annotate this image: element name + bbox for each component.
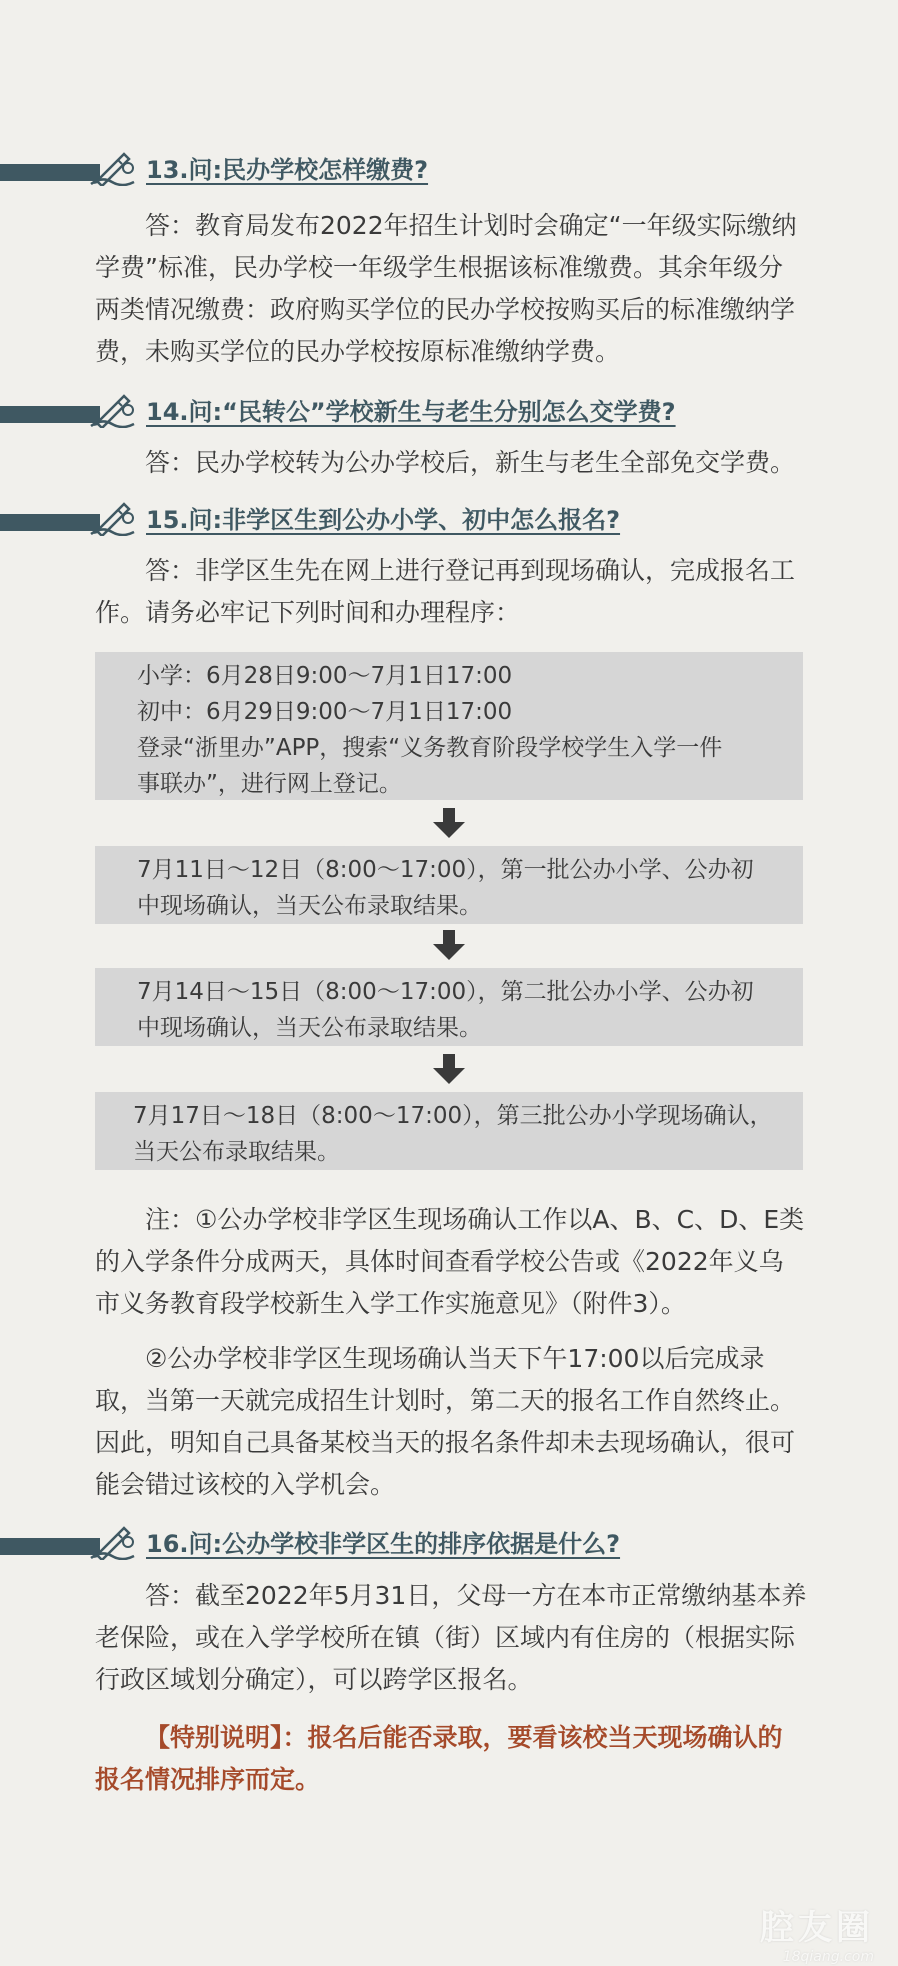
note-paragraph-2: ②公办学校非学区生现场确认当天下午17:00以后完成录取，当第一天就完成招生计划时，第二天的报名工作自然终止。因此，明知自己具备某校当天的报名条件却未去现场确认，很可能会错过该校的入学机会。 bbox=[95, 1344, 796, 1499]
question-title: 15.问:非学区生到公办小学、初中怎么报名? bbox=[146, 506, 621, 534]
step-box-4 bbox=[95, 1092, 803, 1170]
step-box-1 bbox=[95, 652, 803, 800]
question-15-heading bbox=[0, 496, 898, 540]
watermark-url: 18qiang.com bbox=[782, 1949, 874, 1965]
answer-paragraph: 答：非学区生先在网上进行登记再到现场确认，完成报名工作。请务必牢记下列时间和办理程序： bbox=[95, 556, 796, 627]
question-16-heading bbox=[0, 1520, 898, 1564]
question-title: 14.问:“民转公”学校新生与老生分别怎么交学费? bbox=[146, 398, 676, 426]
arrow-down-icon bbox=[432, 1054, 466, 1084]
answer-paragraph: 答：民办学校转为公办学校后，新生与老生全部免交学费。 bbox=[145, 448, 796, 477]
pen-writing-icon bbox=[88, 388, 136, 428]
answer-paragraph: 答：截至2022年5月31日，父母一方在本市正常缴纳基本养老保险，或在入学学校所在镇（街）区域内有住房的（根据实际行政区域划分确定），可以跨学区报名。 bbox=[95, 1581, 807, 1694]
step-line: 登录“浙里办”APP，搜索“义务教育阶段学校学生入学一件 bbox=[137, 735, 723, 761]
heading-bar bbox=[0, 1538, 100, 1555]
step-line: 中现场确认，当天公布录取结果。 bbox=[137, 893, 482, 919]
step-line: 当天公布录取结果。 bbox=[133, 1139, 340, 1165]
step-line: 中现场确认，当天公布录取结果。 bbox=[137, 1015, 482, 1041]
question-title: 13.问:民办学校怎样缴费? bbox=[146, 156, 429, 184]
question-14-heading bbox=[0, 388, 898, 432]
answer-paragraph: 答：教育局发布2022年招生计划时会确定“一年级实际缴纳学费”标准，民办学校一年级学生根据该标准缴费。其余年级分两类情况缴费：政府购买学位的民办学校按购买后的标准缴纳学费，未购买学位的民办学校按原标准缴纳学费。 bbox=[95, 211, 797, 366]
pen-writing-icon bbox=[88, 1520, 136, 1560]
step-box-2 bbox=[95, 846, 803, 924]
step-line: 7月17日～18日（8:00～17:00），第三批公办小学现场确认， bbox=[133, 1103, 773, 1129]
watermark-logo: 腔友圈 bbox=[760, 1908, 874, 1948]
special-note: 【特别说明】：报名后能否录取，要看该校当天现场确认的报名情况排序而定。 bbox=[95, 1723, 783, 1794]
step-line: 7月14日～15日（8:00～17:00），第二批公办小学、公办初 bbox=[137, 979, 754, 1005]
step-box-3 bbox=[95, 968, 803, 1046]
step-line: 初中：6月29日9:00～7月1日17:00 bbox=[137, 699, 513, 725]
heading-bar bbox=[0, 164, 100, 181]
pen-writing-icon bbox=[88, 146, 136, 186]
heading-bar bbox=[0, 514, 100, 531]
arrow-down-icon bbox=[432, 808, 466, 838]
watermark bbox=[760, 1900, 874, 1965]
step-line: 7月11日～12日（8:00～17:00），第一批公办小学、公办初 bbox=[137, 857, 754, 883]
step-line: 事联办”，进行网上登记。 bbox=[137, 771, 402, 797]
question-title: 16.问:公办学校非学区生的排序依据是什么? bbox=[146, 1530, 621, 1558]
heading-bar bbox=[0, 406, 100, 423]
question-13-heading bbox=[0, 146, 898, 190]
arrow-down-icon bbox=[432, 930, 466, 960]
note-paragraph-1: 注：①公办学校非学区生现场确认工作以A、B、C、D、E类的入学条件分成两天，具体时间查看学校公告或《2022年义乌市义务教育段学校新生入学工作实施意见》（附件3）。 bbox=[95, 1205, 805, 1318]
pen-writing-icon bbox=[88, 496, 136, 536]
step-line: 小学：6月28日9:00～7月1日17:00 bbox=[137, 663, 513, 689]
